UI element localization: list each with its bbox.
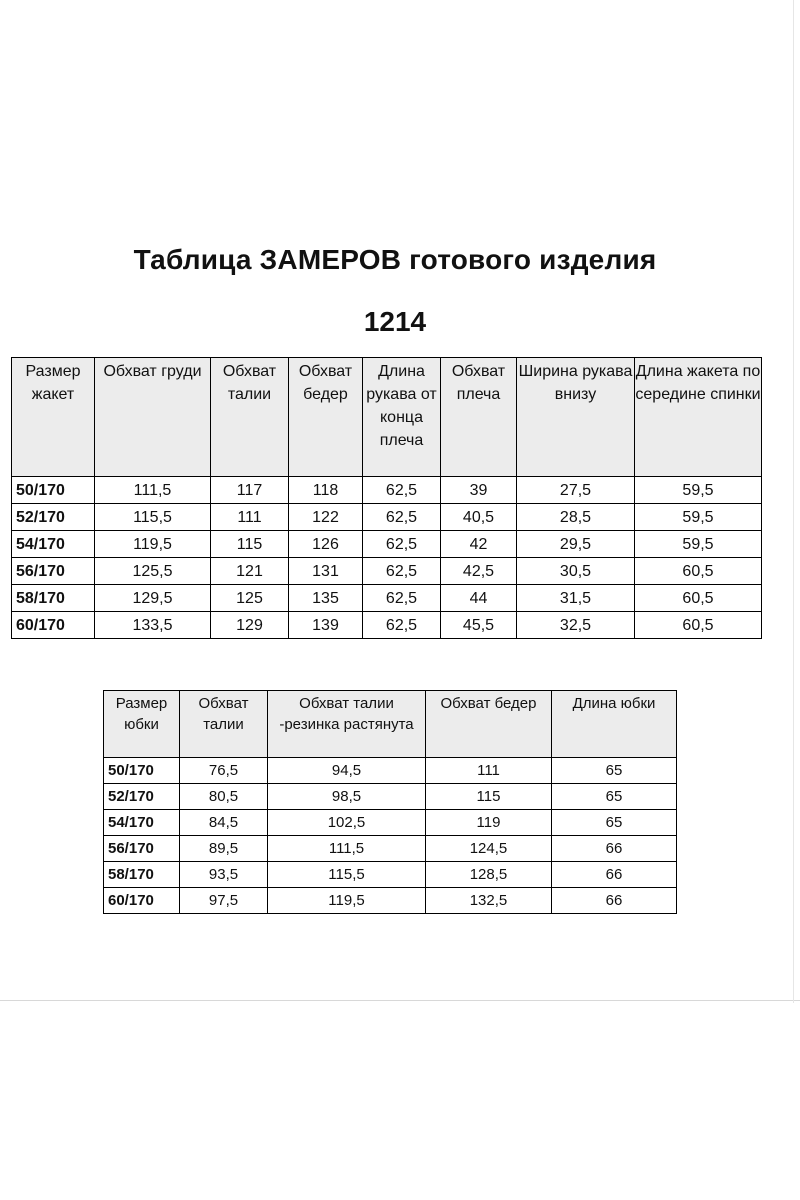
jacket-value-cell: 30,5 — [517, 558, 635, 585]
skirt-size-cell: 60/170 — [104, 888, 180, 914]
skirt-header-cell: Обхват талии -резинка растянута — [268, 691, 426, 758]
jacket-value-cell: 59,5 — [635, 531, 762, 558]
skirt-value-cell: 119,5 — [268, 888, 426, 914]
skirt-value-cell: 128,5 — [426, 862, 552, 888]
jacket-value-cell: 62,5 — [363, 585, 441, 612]
skirt-value-cell: 97,5 — [180, 888, 268, 914]
jacket-value-cell: 133,5 — [95, 612, 211, 639]
skirt-value-cell: 94,5 — [268, 758, 426, 784]
skirt-value-cell: 65 — [552, 810, 677, 836]
jacket-header-cell: Размер жакет — [12, 358, 95, 477]
skirt-size-cell: 50/170 — [104, 758, 180, 784]
jacket-value-cell: 118 — [289, 477, 363, 504]
jacket-value-cell: 121 — [211, 558, 289, 585]
skirt-header-row — [104, 691, 677, 758]
skirt-value-cell: 89,5 — [180, 836, 268, 862]
jacket-value-cell: 32,5 — [517, 612, 635, 639]
jacket-header-cell: Длина рукава от конца плеча — [363, 358, 441, 477]
skirt-table-row — [104, 836, 677, 862]
skirt-value-cell: 66 — [552, 862, 677, 888]
jacket-value-cell: 42 — [441, 531, 517, 558]
jacket-table-row — [12, 612, 762, 639]
skirt-value-cell: 93,5 — [180, 862, 268, 888]
page-edge-vertical — [793, 0, 794, 1003]
skirt-table-row — [104, 784, 677, 810]
jacket-size-cell: 52/170 — [12, 504, 95, 531]
skirt-value-cell: 132,5 — [426, 888, 552, 914]
jacket-header-cell: Длина жакета по середине спинки — [635, 358, 762, 477]
jacket-value-cell: 115 — [211, 531, 289, 558]
skirt-table-row — [104, 810, 677, 836]
jacket-size-cell: 54/170 — [12, 531, 95, 558]
model-number: 1214 — [363, 306, 427, 337]
jacket-value-cell: 40,5 — [441, 504, 517, 531]
skirt-value-cell: 65 — [552, 784, 677, 810]
jacket-header-cell: Обхват груди — [95, 358, 211, 477]
jacket-header-cell: Обхват бедер — [289, 358, 363, 477]
jacket-value-cell: 29,5 — [517, 531, 635, 558]
skirt-value-cell: 119 — [426, 810, 552, 836]
jacket-table-row — [12, 585, 762, 612]
skirt-size-cell: 56/170 — [104, 836, 180, 862]
jacket-value-cell: 62,5 — [363, 531, 441, 558]
jacket-value-cell: 122 — [289, 504, 363, 531]
skirt-value-cell: 111 — [426, 758, 552, 784]
jacket-value-cell: 62,5 — [363, 477, 441, 504]
jacket-value-cell: 31,5 — [517, 585, 635, 612]
jacket-value-cell: 62,5 — [363, 558, 441, 585]
document-title: Таблица ЗАМЕРОВ готового изделия — [133, 244, 657, 275]
skirt-value-cell: 66 — [552, 888, 677, 914]
jacket-size-cell: 60/170 — [12, 612, 95, 639]
jacket-value-cell: 60,5 — [635, 558, 762, 585]
skirt-value-cell: 65 — [552, 758, 677, 784]
skirt-value-cell: 115 — [426, 784, 552, 810]
jacket-value-cell: 59,5 — [635, 477, 762, 504]
jacket-value-cell: 42,5 — [441, 558, 517, 585]
skirt-header-cell: Обхват талии — [180, 691, 268, 758]
jacket-header-cell: Ширина рукава внизу — [517, 358, 635, 477]
jacket-size-cell: 50/170 — [12, 477, 95, 504]
skirt-value-cell: 84,5 — [180, 810, 268, 836]
skirt-size-cell: 52/170 — [104, 784, 180, 810]
skirt-value-cell: 124,5 — [426, 836, 552, 862]
jacket-header-cell: Обхват плеча — [441, 358, 517, 477]
jacket-table-row — [12, 558, 762, 585]
jacket-value-cell: 45,5 — [441, 612, 517, 639]
jacket-value-cell: 44 — [441, 585, 517, 612]
jacket-value-cell: 62,5 — [363, 504, 441, 531]
jacket-value-cell: 131 — [289, 558, 363, 585]
skirt-size-cell: 54/170 — [104, 810, 180, 836]
skirt-value-cell: 98,5 — [268, 784, 426, 810]
skirt-value-cell: 111,5 — [268, 836, 426, 862]
page-edge-horizontal — [0, 1000, 800, 1001]
skirt-measurements-table — [103, 690, 677, 914]
skirt-value-cell: 80,5 — [180, 784, 268, 810]
skirt-header-cell: Размер юбки — [104, 691, 180, 758]
skirt-header-cell: Длина юбки — [552, 691, 677, 758]
skirt-value-cell: 115,5 — [268, 862, 426, 888]
jacket-value-cell: 28,5 — [517, 504, 635, 531]
jacket-table-row — [12, 477, 762, 504]
jacket-table-row — [12, 531, 762, 558]
jacket-size-cell: 56/170 — [12, 558, 95, 585]
jacket-value-cell: 126 — [289, 531, 363, 558]
jacket-value-cell: 59,5 — [635, 504, 762, 531]
skirt-size-cell: 58/170 — [104, 862, 180, 888]
skirt-header-cell: Обхват бедер — [426, 691, 552, 758]
jacket-value-cell: 115,5 — [95, 504, 211, 531]
jacket-value-cell: 135 — [289, 585, 363, 612]
jacket-value-cell: 62,5 — [363, 612, 441, 639]
skirt-table-row — [104, 888, 677, 914]
jacket-value-cell: 117 — [211, 477, 289, 504]
jacket-value-cell: 39 — [441, 477, 517, 504]
skirt-table-row — [104, 862, 677, 888]
jacket-table-row — [12, 504, 762, 531]
skirt-table-row — [104, 758, 677, 784]
jacket-value-cell: 111 — [211, 504, 289, 531]
jacket-value-cell: 111,5 — [95, 477, 211, 504]
jacket-value-cell: 125,5 — [95, 558, 211, 585]
jacket-value-cell: 139 — [289, 612, 363, 639]
skirt-value-cell: 102,5 — [268, 810, 426, 836]
jacket-header-cell: Обхват талии — [211, 358, 289, 477]
jacket-value-cell: 27,5 — [517, 477, 635, 504]
jacket-value-cell: 129 — [211, 612, 289, 639]
skirt-value-cell: 66 — [552, 836, 677, 862]
jacket-value-cell: 129,5 — [95, 585, 211, 612]
jacket-header-row — [12, 358, 762, 477]
jacket-measurements-table — [11, 357, 762, 639]
jacket-value-cell: 119,5 — [95, 531, 211, 558]
jacket-size-cell: 58/170 — [12, 585, 95, 612]
jacket-value-cell: 60,5 — [635, 585, 762, 612]
jacket-value-cell: 60,5 — [635, 612, 762, 639]
skirt-value-cell: 76,5 — [180, 758, 268, 784]
jacket-value-cell: 125 — [211, 585, 289, 612]
